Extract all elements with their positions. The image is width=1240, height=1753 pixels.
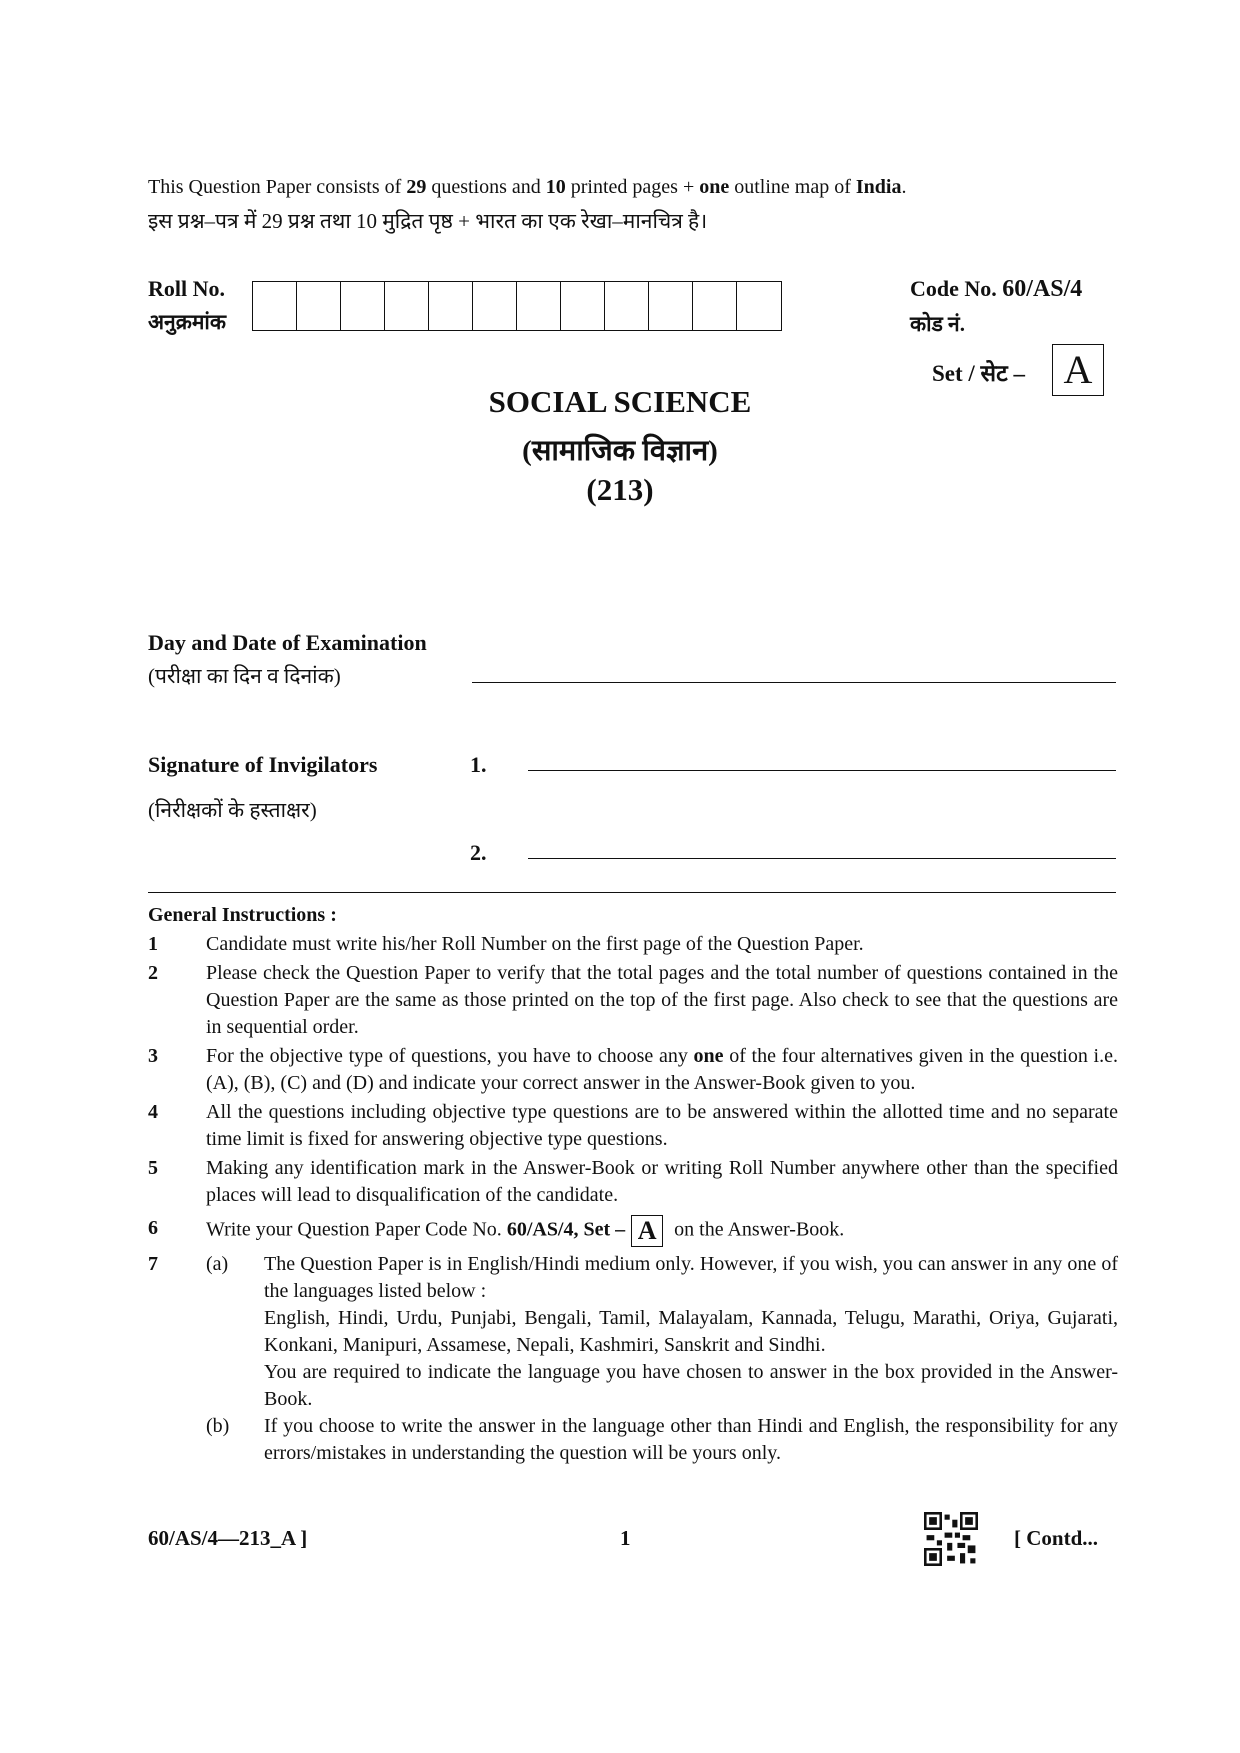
roll-box[interactable]: [473, 282, 517, 330]
footer-code: 60/AS/4—213_A ]: [148, 1526, 308, 1550]
roll-box[interactable]: [649, 282, 693, 330]
instruction-item: 7 (a) The Question Paper is in English/Hindi medium only. However, if you wish, you can answer in any one of the languages listed below : English, Hindi, Urdu, Punjabi, Bengali, Tamil, Malayalam, Kannada, Telugu, Marathi, Oriya, Gujarati, Konkani, Manipuri, Assamese, Nepali, Kashmiri, Sanskrit and Sindhi. You are required to indicate the language you have chosen to answer in the box provided in the Answer-Book. (b) If you choose to write the answer in the language other than Hindi and English, the responsibility for any errors/mistakes in understanding the question will be yours only.: [148, 1251, 1118, 1467]
instruction-item: 4 All the questions including objective type questions are to be answered within the allotted time and no separate time limit is fixed for answering objective type questions.: [148, 1101, 1118, 1150]
continued-label: [ Contd...: [1014, 1526, 1099, 1550]
roll-box[interactable]: [693, 282, 737, 330]
code-number: Code No. 60/AS/4: [910, 276, 1083, 302]
invigilator-signature-line-1[interactable]: [528, 770, 1116, 771]
subject-title: SOCIAL SCIENCE: [488, 384, 752, 419]
subject-title-hindi: (सामाजिक विज्ञान): [522, 435, 718, 467]
roll-box[interactable]: [737, 282, 781, 330]
instruction-subitem-b: (b) If you choose to write the answer in the language other than Hindi and English, the responsibility for any errors/mistakes in understanding the question will be yours only.: [206, 1415, 1118, 1464]
instruction-item: 3 For the objective type of questions, you have to choose any one of the four alternatives given in the question i.e. (A), (B), (C) and (D) and indicate your correct answer in the Answer-Book given to you.: [148, 1045, 1118, 1094]
invigilator-number-2: 2.: [470, 840, 487, 865]
exam-day-label: Day and Date of Examination: [148, 630, 427, 655]
roll-number-boxes[interactable]: [252, 281, 782, 331]
instruction-item: 1 Candidate must write his/her Roll Number on the first page of the Question Paper.: [148, 933, 864, 955]
invigilator-label: Signature of Invigilators: [148, 752, 378, 777]
roll-box[interactable]: [297, 282, 341, 330]
general-instructions: [148, 902, 1118, 1469]
section-divider: [148, 892, 1116, 893]
qr-code-icon: [924, 1512, 978, 1571]
roll-box[interactable]: [429, 282, 473, 330]
roll-box[interactable]: [605, 282, 649, 330]
roll-label: Roll No.: [148, 276, 225, 301]
invigilator-signature-line-2[interactable]: [528, 858, 1116, 859]
instruction-subitem-a: (a) The Question Paper is in English/Hindi medium only. However, if you wish, you can answer in any one of the languages listed below : English, Hindi, Urdu, Punjabi, Bengali, Tamil, Malayalam, Kannada, Telugu, Marathi, Oriya, Gujarati, Konkani, Manipuri, Assamese, Nepali, Kashmiri, Sanskrit and Sindhi. You are required to indicate the language you have chosen to answer in the box provided in the Answer-Book.: [206, 1253, 1118, 1410]
invigilator-label-hindi: (निरीक्षकों के हस्ताक्षर): [148, 798, 317, 822]
instruction-item: 6 Write your Question Paper Code No. 60/AS/4, Set – A on the Answer-Book.: [148, 1216, 845, 1245]
set-box: A: [1052, 344, 1104, 396]
roll-label-hindi: अनुक्रमांक: [148, 310, 226, 334]
instruction-item: 2 Please check the Question Paper to verify that the total pages and the total number of questions contained in the Question Paper are the same as those printed on the top of the first page. Also check to see that the questions are in sequential order.: [148, 962, 1118, 1038]
header-hindi-line: इस प्रश्न–पत्र में 29 प्रश्न तथा 10 मुद्रित पृष्ठ + भारत का एक रेखा–मानचित्र है।: [148, 209, 708, 233]
set-box-small: A: [631, 1215, 663, 1247]
roll-box[interactable]: [253, 282, 297, 330]
roll-box[interactable]: [341, 282, 385, 330]
page-number: 1: [620, 1526, 631, 1550]
set-label: Set / सेट –: [932, 361, 1025, 386]
header-english-line: This Question Paper consists of 29 questions and 10 printed pages + one outline map of India.: [148, 176, 907, 198]
roll-box[interactable]: [561, 282, 605, 330]
exam-day-label-hindi: (परीक्षा का दिन व दिनांक): [148, 664, 341, 688]
roll-box[interactable]: [385, 282, 429, 330]
instruction-item: 5 Making any identification mark in the Answer-Book or writing Roll Number anywhere other than the specified places will lead to disqualification of the candidate.: [148, 1157, 1118, 1206]
instructions-heading: General Instructions :: [148, 904, 337, 926]
invigilator-number-1: 1.: [470, 752, 487, 777]
subject-code: (213): [586, 472, 654, 507]
exam-day-line[interactable]: [472, 682, 1116, 683]
code-label-hindi: कोड नं.: [910, 312, 965, 336]
roll-box[interactable]: [517, 282, 561, 330]
